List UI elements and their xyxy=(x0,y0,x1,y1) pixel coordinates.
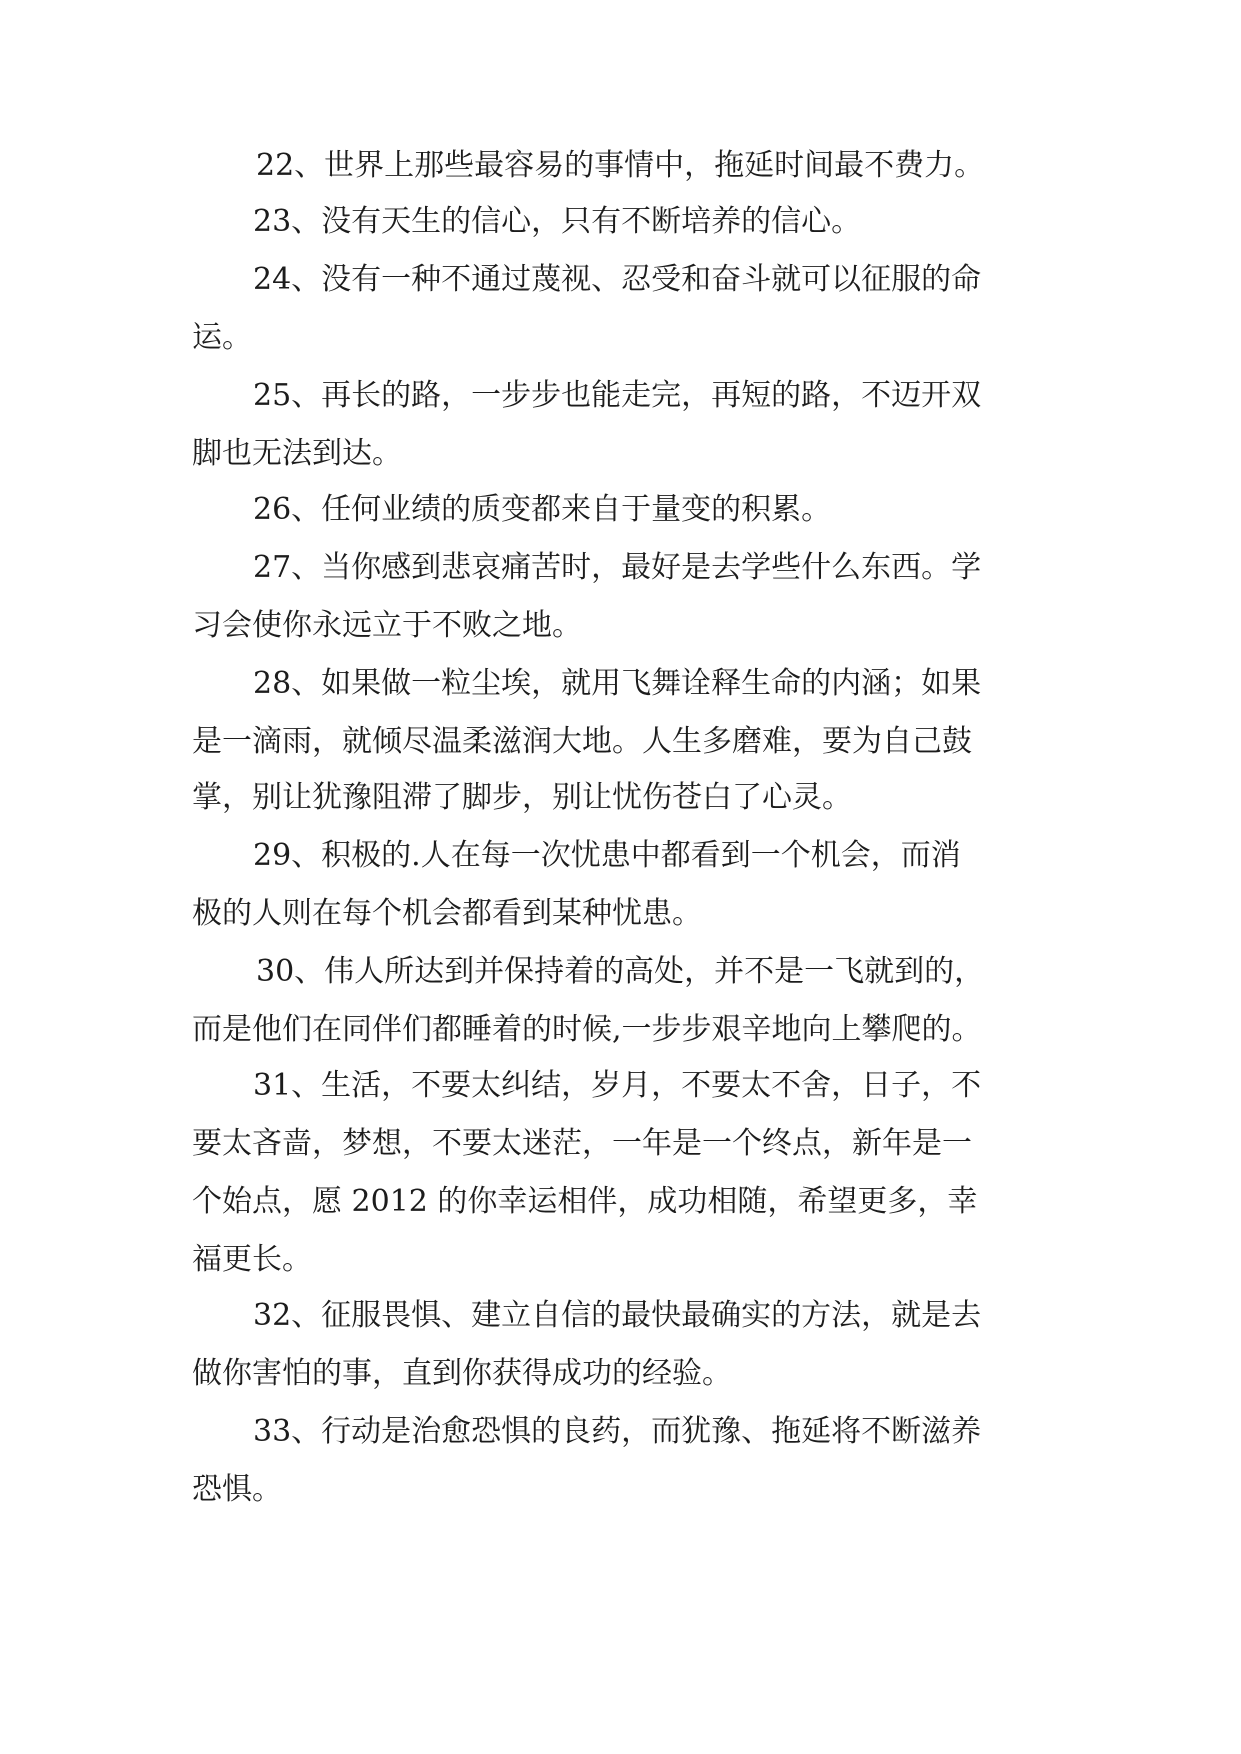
text-line: 习会使你永远立于不败之地。 xyxy=(192,608,582,643)
text-line: 极的人则在每个机会都看到某种忧患。 xyxy=(192,896,702,931)
text-line: 33、行动是治愈恐惧的良药，而犹豫、拖延将不断滋养 xyxy=(253,1414,982,1449)
text-line: 脚也无法到达。 xyxy=(192,436,402,471)
text-line: 福更长。 xyxy=(192,1242,312,1277)
text-line: 个始点，愿 2012 的你幸运相伴，成功相随，希望更多，幸 xyxy=(192,1184,978,1219)
text-line: 30、伟人所达到并保持着的高处，并不是一飞就到的， xyxy=(256,954,985,989)
text-line: 32、征服畏惧、建立自信的最快最确实的方法，就是去 xyxy=(253,1298,982,1333)
text-line: 而是他们在同伴们都睡着的时候,一步步艰辛地向上攀爬的。 xyxy=(192,1012,982,1047)
text-line: 要太吝啬，梦想，不要太迷茫，一年是一个终点，新年是一 xyxy=(192,1126,972,1161)
text-line: 运。 xyxy=(192,320,252,355)
text-line: 是一滴雨，就倾尽温柔滋润大地。人生多磨难，要为自己鼓 xyxy=(192,724,972,759)
text-line: 22、世界上那些最容易的事情中，拖延时间最不费力。 xyxy=(256,148,985,183)
text-line: 恐惧。 xyxy=(192,1472,282,1507)
text-line: 27、当你感到悲哀痛苦时，最好是去学些什么东西。学 xyxy=(253,550,982,585)
text-line: 25、再长的路，一步步也能走完，再短的路，不迈开双 xyxy=(253,378,982,413)
text-line: 做你害怕的事，直到你获得成功的经验。 xyxy=(192,1356,732,1391)
text-line: 28、如果做一粒尘埃，就用飞舞诠释生命的内涵；如果 xyxy=(253,666,982,701)
text-line: 31、生活，不要太纠结，岁月，不要太不舍，日子，不 xyxy=(253,1068,982,1103)
text-line: 23、没有天生的信心，只有不断培养的信心。 xyxy=(253,204,862,239)
text-line: 26、任何业绩的质变都来自于量变的积累。 xyxy=(253,492,832,527)
text-line: 24、没有一种不通过蔑视、忍受和奋斗就可以征服的命 xyxy=(253,262,982,297)
text-line: 掌，别让犹豫阻滞了脚步，别让忧伤苍白了心灵。 xyxy=(192,780,852,815)
text-line: 29、积极的.人在每一次忧患中都看到一个机会，而消 xyxy=(253,838,961,873)
